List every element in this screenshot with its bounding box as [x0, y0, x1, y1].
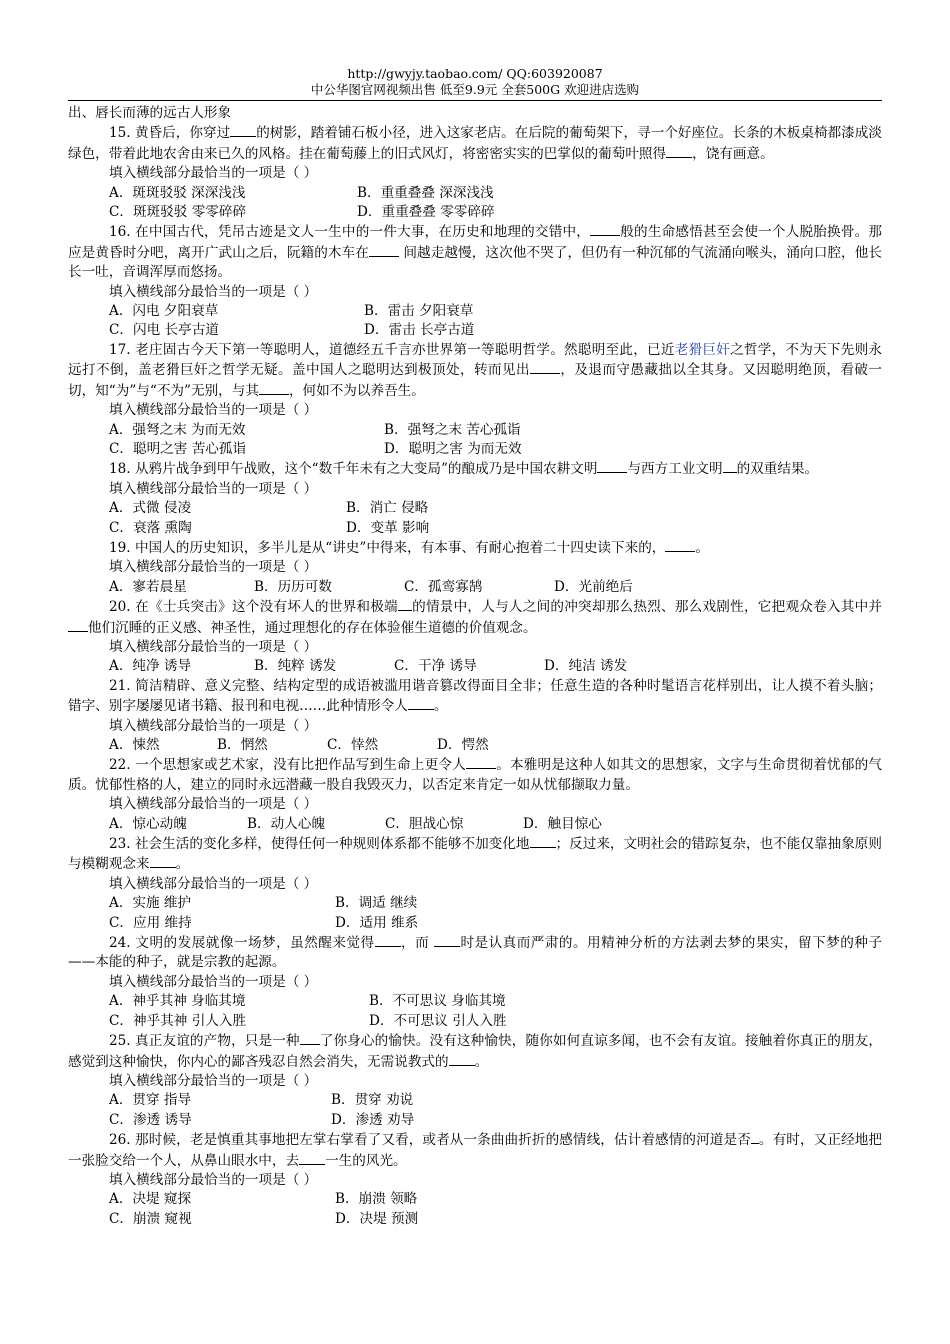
- option-d: D．重重叠叠 零零碎碎: [357, 204, 495, 221]
- option-d: D．触目惊心: [523, 815, 602, 832]
- options-row: [68, 736, 882, 755]
- question-16: 16. 在中国古代，凭吊古迹是文人一生中的一件大事，在历史和地理的交错中， 般的生命感悟甚至会使一个人脱胎换骨。那应是黄昏时分吧，离开广武山之后，阮籍的木车在 间越走越慢，这次他不哭了，但仍有一种沉郁的气流涌向喉头，涌向口腔，他长长一吐，音调浑厚而悠扬。: [68, 224, 883, 281]
- option-a: A．实施 维护: [109, 895, 192, 912]
- options-row: [68, 421, 882, 440]
- question-19: 19. 中国人的历史知识，多半儿是从“讲史”中得来，有本事、有耐心抱着二十四史读下来的， 。: [109, 539, 709, 556]
- option-c: C．胆战心惊: [385, 815, 464, 832]
- options-row: [68, 894, 882, 913]
- question-prompt: 填入横线部分最恰当的一项是（ ）: [109, 973, 318, 990]
- option-b: B．消亡 侵略: [346, 500, 429, 517]
- options-row: [68, 1012, 882, 1031]
- options-row: [68, 440, 882, 459]
- header-url-line: http://gwyjy.taobao.com/ QQ:603920087: [347, 66, 603, 81]
- blank: [597, 459, 627, 473]
- question-prompt: 填入横线部分最恰当的一项是（ ）: [109, 559, 318, 576]
- blank: [408, 696, 434, 710]
- question-prompt: 填入横线部分最恰当的一项是（ ）: [109, 1072, 318, 1089]
- intro-line: 出、唇长而薄的远古人形象: [68, 105, 232, 121]
- option-c: C．崩溃 窥视: [109, 1210, 192, 1227]
- options-row: [68, 1190, 882, 1209]
- blank: [68, 618, 88, 632]
- options-row: [68, 914, 882, 933]
- options-row: [68, 578, 882, 597]
- question-21: 21. 简洁精辟、意义完整、结构定型的成语被滥用谐音篡改得面目全非；任意生造的各种时髦语言花样别出，让人摸不着头脑；错字、别字屡屡见诸书籍、报刊和电视……此种情形令人 。: [68, 677, 882, 715]
- question-17: 17. 老庄固古今天下第一等聪明人，道德经五千言亦世界第一等聪明哲学。然聪明至此，已近老猾巨奸之哲学，不为天下先则永远打不倒，盖老猾巨奸之哲学无疑。盖中国人之聪明达到极顶处，转而见出 ，及退而守愚藏拙以全其身。又因聪明绝顶，看破一切，知“为”与“不为”无别，与其 ，何如不为以养吾生。: [68, 341, 883, 399]
- option-a: A．悚然: [109, 737, 160, 753]
- options-row: [68, 519, 882, 538]
- question-26: 26. 那时候，老是慎重其事地把左掌右掌看了又看，或者从一条曲曲折折的感情线，估计着感情的河道是否 。有时，又正经地把一张脸交给一个人，从鼻山眼水中，去 一生的风光。: [68, 1132, 883, 1169]
- keyword-link[interactable]: 老猾巨奸: [674, 341, 731, 358]
- options-row: [68, 184, 882, 203]
- option-d: D．变革 影响: [346, 519, 430, 536]
- option-d: D．光前绝后: [554, 578, 633, 595]
- option-b: B．贯穿 劝说: [331, 1092, 414, 1109]
- question-18: 18. 从鸦片战争到甲午战败，这个“数千年未有之大变局”的酿成乃是中国农耕文明 与西方工业文明 的双重结果。: [109, 461, 819, 478]
- option-b: B．纯粹 诱发: [254, 658, 337, 675]
- question-prompt: 填入横线部分最恰当的一项是（ ）: [109, 717, 318, 734]
- option-c: C．干净 诱导: [394, 658, 477, 675]
- option-b: B．雷击 夕阳衰草: [364, 303, 474, 320]
- options-row: [68, 815, 882, 834]
- options-row: [68, 499, 882, 518]
- option-d: D．渗透 劝导: [331, 1111, 415, 1128]
- option-b: B．调适 继续: [335, 895, 418, 912]
- question-prompt: 填入横线部分最恰当的一项是（ ）: [109, 638, 318, 655]
- document-page: [68, 66, 882, 1229]
- question-prompt: 填入横线部分最恰当的一项是（ ）: [109, 796, 318, 813]
- page-header: [68, 66, 882, 98]
- option-a: A．寥若晨星: [109, 578, 187, 595]
- question-15: 15. 黄昏后，你穿过 的树影，踏着铺石板小径，进入这家老店。在后院的葡萄架下，寻一个好座位。长条的木板桌椅都漆成淡绿色，带着此地农舍由来已久的风格。挂在葡萄藤上的旧式风灯，将密密实实的巴掌似的葡萄叶照得 ，饶有画意。: [68, 125, 882, 162]
- option-b: B．惘然: [217, 737, 268, 753]
- option-b: B．崩溃 领略: [335, 1191, 418, 1208]
- question-23: 23. 社会生活的变化多样，使得任何一种规则体系都不能够不加变化地 ；反过来，文明社会的错踪复杂，也不能仅靠抽象原则与模糊观念来 。: [68, 836, 883, 873]
- blank: [299, 1151, 325, 1165]
- option-a: A．纯净 诱导: [109, 658, 192, 675]
- blank: [375, 933, 401, 947]
- option-a: A．斑斑驳驳 深深浅浅: [109, 184, 246, 201]
- question-prompt: 填入横线部分最恰当的一项是（ ）: [109, 480, 318, 497]
- option-c: C．聪明之害 苦心孤诣: [109, 440, 247, 457]
- option-a: A．强弩之末 为而无效: [109, 421, 246, 438]
- option-a: A．闪电 夕阳衰草: [109, 303, 219, 320]
- blank: [398, 597, 412, 611]
- options-row: [68, 1210, 882, 1229]
- option-a: A．神乎其神 身临其境: [109, 993, 246, 1010]
- question-24: 24. 文明的发展就像一场梦，虽然醒来觉得 ，而 时是认真而严肃的。用精神分析的方法剥去梦的果实，留下梦的种子——本能的种子，就是宗教的起源。: [68, 935, 882, 971]
- blank: [723, 459, 737, 473]
- option-a: A．决堤 窥探: [109, 1191, 192, 1208]
- option-b: B．动人心魄: [247, 815, 325, 832]
- blank: [666, 144, 692, 158]
- question-25: 25. 真正友谊的产物，只是一种 了你身心的愉快。没有这种愉快，随你如何直谅多闻，也不会有友谊。接触着你真正的朋友，感觉到这种愉快，你内心的鄙吝残忍自然会消失，无需说教式的 。: [68, 1033, 882, 1070]
- option-a: A．式微 侵凌: [109, 500, 192, 517]
- option-c: C．孤鸾寡鹄: [404, 578, 483, 595]
- blank: [530, 834, 556, 848]
- blank: [300, 1031, 320, 1045]
- blank: [590, 222, 620, 236]
- blank: [665, 538, 695, 552]
- options-row: [68, 657, 882, 676]
- option-d: D．聪明之害 为而无效: [384, 440, 522, 457]
- option-d: D．纯洁 诱发: [544, 658, 628, 675]
- options-row: [68, 302, 882, 321]
- blank: [466, 755, 496, 769]
- options-row: [68, 1091, 882, 1110]
- option-c: C．衰落 熏陶: [109, 519, 192, 536]
- options-row: [68, 992, 882, 1011]
- option-a: A．惊心动魄: [109, 815, 187, 832]
- option-a: A．贯穿 指导: [109, 1092, 192, 1109]
- options-row: [68, 1111, 882, 1130]
- question-prompt: 填入横线部分最恰当的一项是（ ）: [109, 1171, 318, 1188]
- options-row: [68, 203, 882, 222]
- option-d: D．雷击 长亭古道: [364, 322, 475, 339]
- option-c: C．斑斑驳驳 零零碎碎: [109, 204, 247, 221]
- blank: [449, 1052, 475, 1066]
- question-prompt: 填入横线部分最恰当的一项是（ ）: [109, 165, 318, 182]
- option-d: D．适用 维系: [335, 914, 419, 931]
- blank: [230, 123, 256, 137]
- header-ad-line: 中公华图官网视频出售 低至9.9元 全套500G 欢迎进店选购: [310, 82, 640, 97]
- blank: [259, 381, 289, 395]
- option-b: B．历历可数: [254, 578, 332, 595]
- option-c: C．渗透 诱导: [109, 1111, 192, 1128]
- blank: [434, 933, 460, 947]
- question-prompt: 填入横线部分最恰当的一项是（ ）: [109, 875, 318, 892]
- options-row: [68, 321, 882, 340]
- option-b: B．强弩之末 苦心孤诣: [384, 421, 521, 438]
- option-c: C．悻然: [327, 737, 379, 753]
- option-d: D．决堤 预测: [335, 1210, 419, 1227]
- blank: [751, 1130, 759, 1144]
- option-c: C．闪电 长亭古道: [109, 322, 219, 339]
- question-22: 22. 一个思想家或艺术家，没有比把作品写到生命上更令人 。本雅明是这种人如其文的思想家，文字与生命贯彻着忧郁的气质。忧郁性格的人，建立的同时永远潜藏一股自我毁灭力，以否定来肯定一如从忧郁撷取力量。: [68, 757, 882, 793]
- blank: [369, 243, 399, 257]
- question-prompt: 填入横线部分最恰当的一项是（ ）: [109, 402, 318, 419]
- blank: [150, 854, 176, 868]
- header-rule: [68, 100, 882, 101]
- question-20: 20. 在《士兵突击》这个没有坏人的世界和极端 的情景中，人与人之间的冲突却那么热烈、那么戏剧性，它把观众卷入其中并他们沉睡的正义感、神圣性，通过理想化的存在体验催生道德的价值观念。: [68, 597, 882, 638]
- question-prompt: 填入横线部分最恰当的一项是（ ）: [109, 283, 318, 300]
- option-c: C．神乎其神 引人入胜: [109, 1012, 247, 1029]
- blank: [530, 360, 560, 374]
- option-b: B．重重叠叠 深深浅浅: [357, 184, 494, 201]
- option-d: D．不可思议 引人入胜: [369, 1012, 507, 1029]
- option-d: D．愕然: [437, 737, 489, 753]
- option-b: B．不可思议 身临其境: [369, 993, 506, 1010]
- option-c: C．应用 维持: [109, 914, 192, 931]
